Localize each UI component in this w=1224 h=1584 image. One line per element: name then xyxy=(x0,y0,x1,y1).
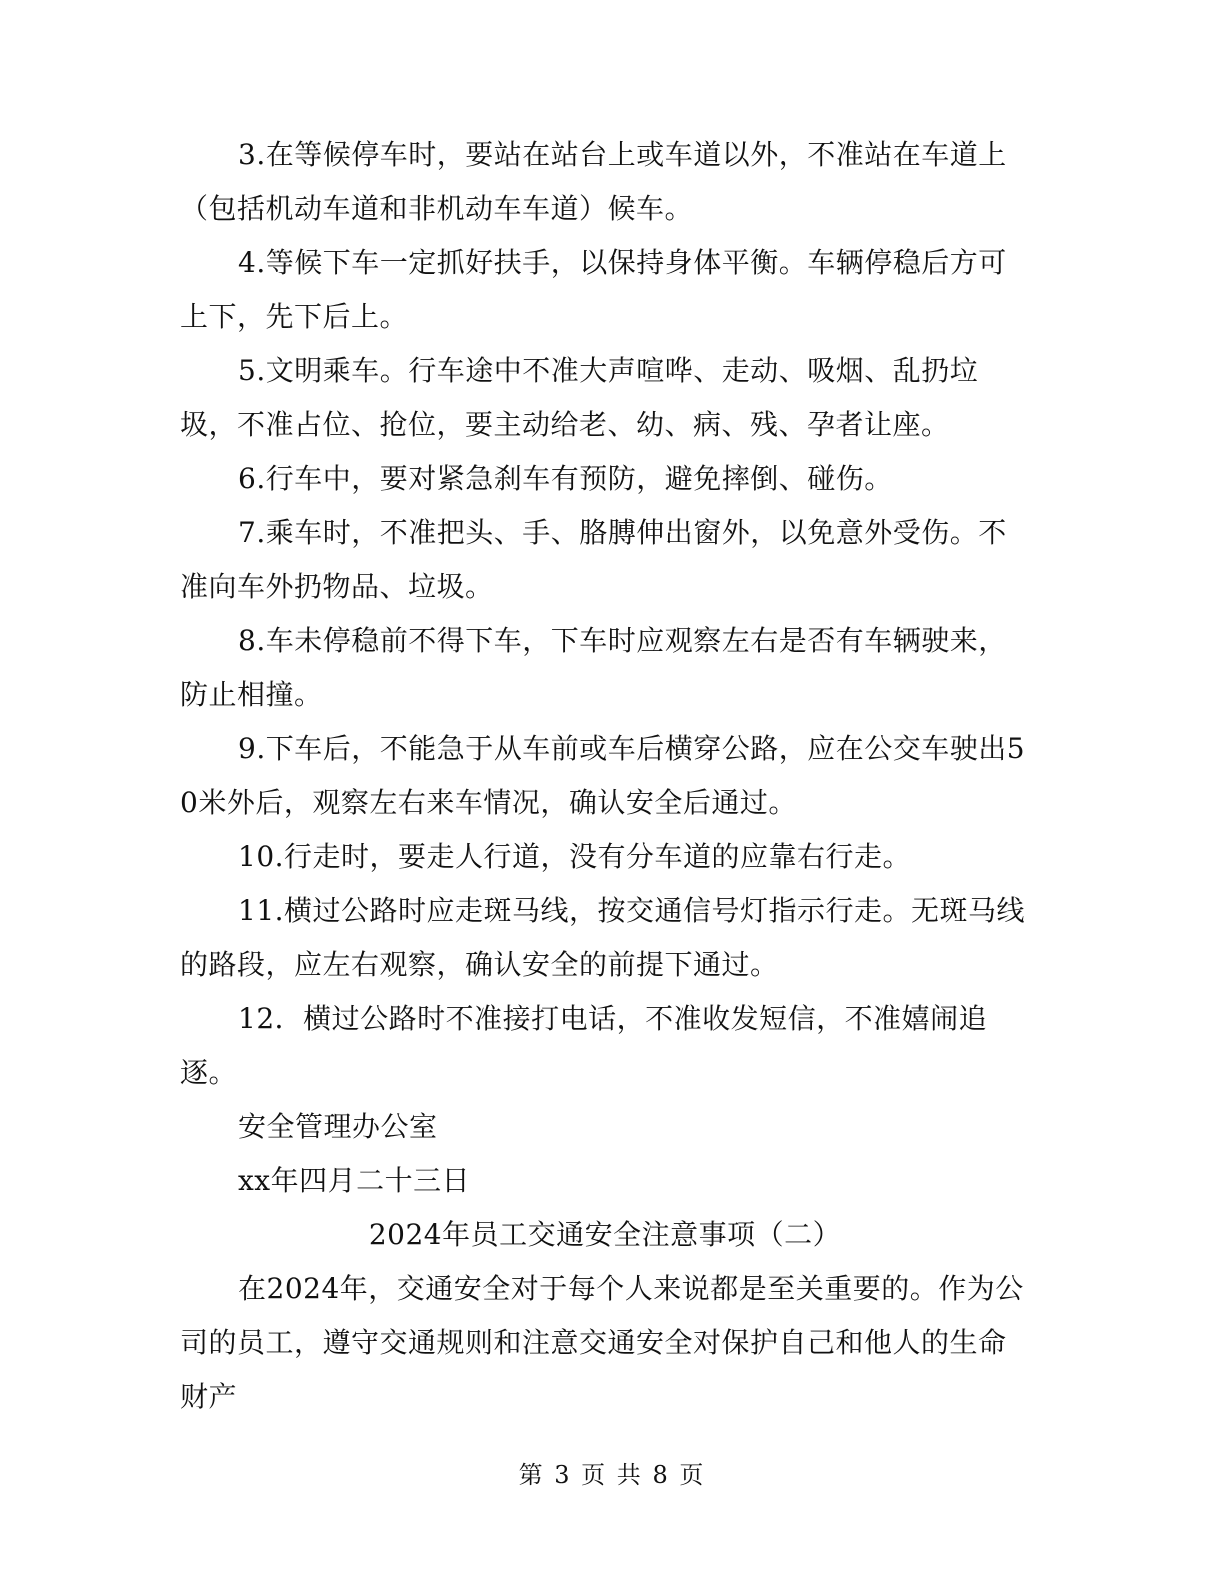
list-item: 12．横过公路时不准接打电话，不准收发短信，不准嬉闹追逐。 xyxy=(180,1002,988,1089)
signature-office: 安全管理办公室 xyxy=(238,1110,438,1143)
document-body xyxy=(180,128,1030,1424)
signature-date: xx年四月二十三日 xyxy=(238,1164,471,1197)
page-footer: 第 3 页 共 8 页 xyxy=(518,1461,706,1489)
list-item: 7.乘车时，不准把头、手、胳膊伸出窗外，以免意外受伤。不准向车外扔物品、垃圾。 xyxy=(180,516,1007,603)
list-item: 3.在等候停车时，要站在站台上或车道以外，不准站在车道上（包括机动车道和非机动车车道）候车。 xyxy=(180,138,1007,225)
list-item: 9.下车后，不能急于从车前或车后横穿公路，应在公交车驶出50米外后，观察左右来车情况，确认安全后通过。 xyxy=(180,732,1026,819)
list-item: 10.行走时，要走人行道，没有分车道的应靠右行走。 xyxy=(238,840,912,873)
list-item: 4.等候下车一定抓好扶手，以保持身体平衡。车辆停稳后方可上下，先下后上。 xyxy=(180,246,1007,333)
list-item: 11.横过公路时应走斑马线，按交通信号灯指示行走。无斑马线的路段，应左右观察，确认安全的前提下通过。 xyxy=(180,894,1026,981)
section-title: 2024年员工交通安全注意事项（二） xyxy=(368,1218,842,1251)
list-item: 8.车未停稳前不得下车，下车时应观察左右是否有车辆驶来，防止相撞。 xyxy=(180,624,1007,711)
intro-paragraph: 在2024年，交通安全对于每个人来说都是至关重要的。作为公司的员工，遵守交通规则和注意交通安全对保护自己和他人的生命财产 xyxy=(180,1272,1024,1413)
list-item: 6.行车中，要对紧急刹车有预防，避免摔倒、碰伤。 xyxy=(238,462,893,495)
list-item: 5.文明乘车。行车途中不准大声喧哗、走动、吸烟、乱扔垃圾，不准占位、抢位，要主动给老、幼、病、残、孕者让座。 xyxy=(180,354,979,441)
